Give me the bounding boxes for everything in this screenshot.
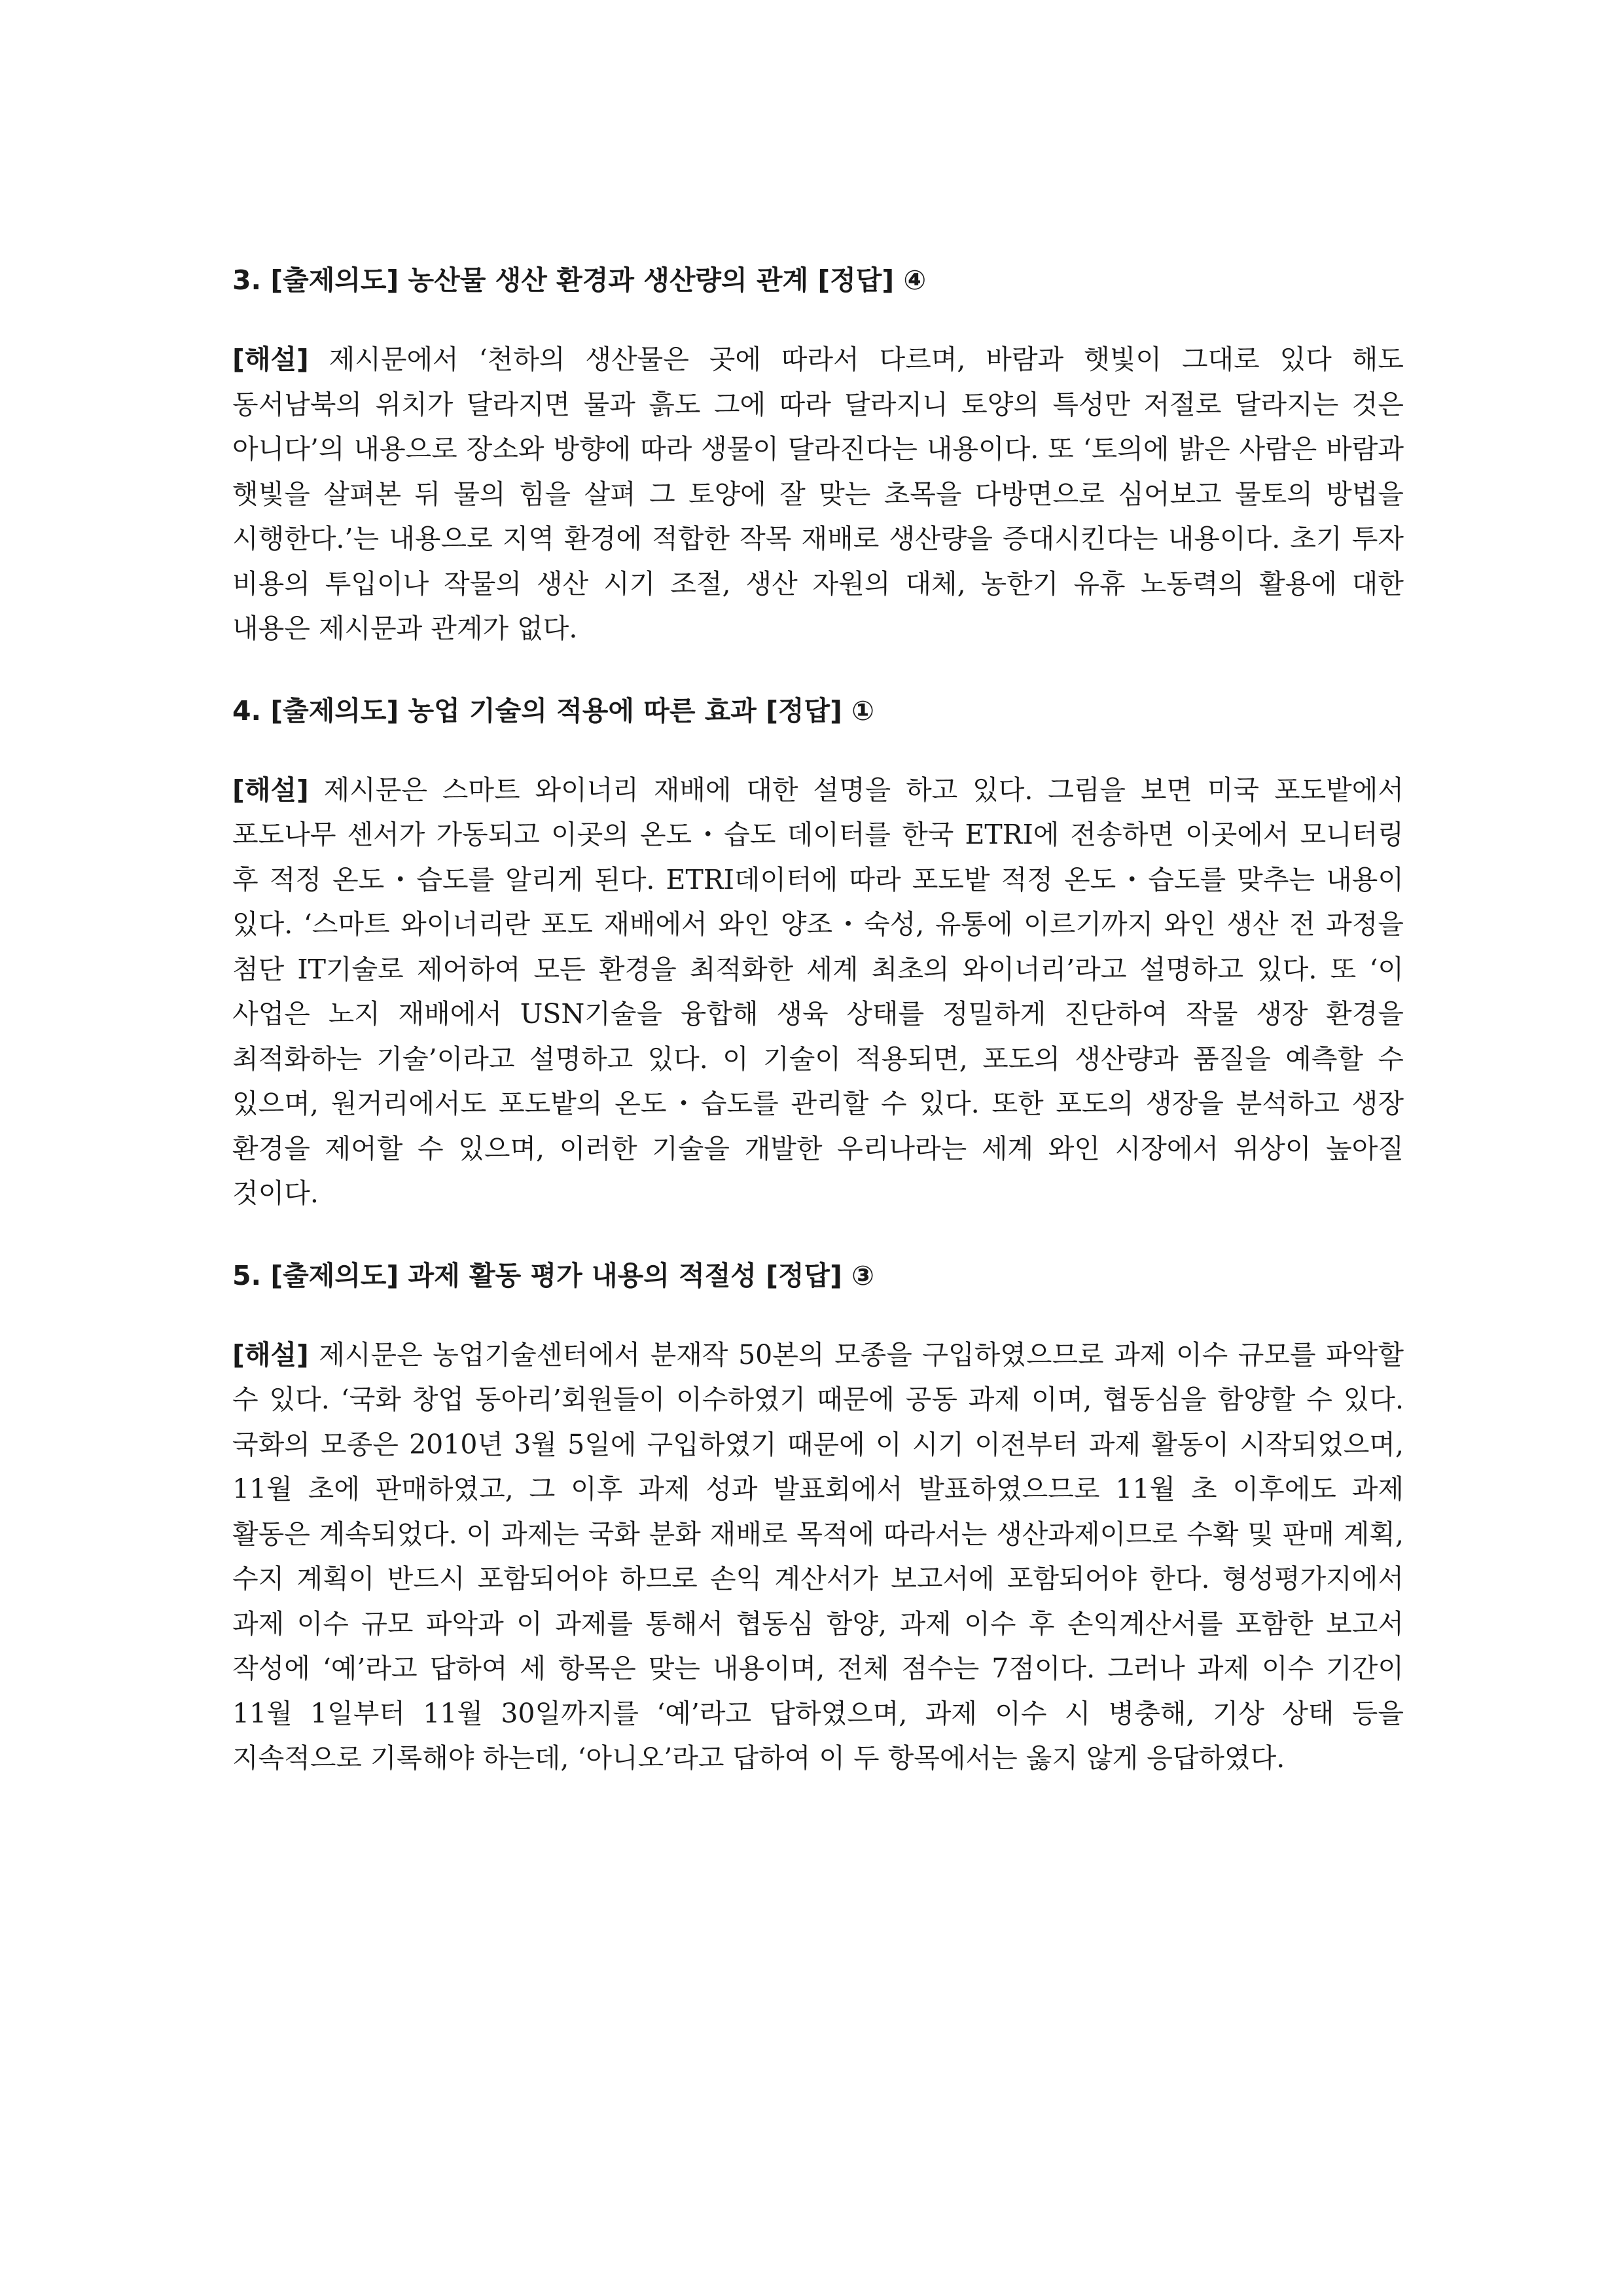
- explanation-label: [해설]: [232, 774, 309, 806]
- explanation-label: [해설]: [232, 1338, 309, 1371]
- question-5-heading: 5. [출제의도] 과제 활동 평가 내용의 적절성 [정답] ③: [232, 1259, 874, 1291]
- question-5-section: [232, 1254, 1404, 1781]
- question-5-explanation-text: 제시문은 농업기술센터에서 분재작 50본의 모종을 구입하였으므로 과제 이수 규모를 파악할 수 있다. ‘국화 창업 동아리’회원들이 이수하였기 때문에 공동 과제 이며, 협동심을 함양할 수 있다. 국화의 모종은 2010년 3월 5일에 구입하였기 때문에 이 시기 이전부터 과제 활동이 시작되었으며, 11월 초에 판매하였고, 그 이후 과제 성과 발표회에서 발표하였으므로 11월 초 이후에도 과제 활동은 계속되었다. 이 과제는 국화 분화 재배로 목적에 따라서는 생산과제이므로 수확 및 판매 계획, 수지 계획이 반드시 포함되어야 하므로 손익 계산서가 보고서에 포함되어야 한다. 형성평가지에서 과제 이수 규모 파악과 이 과제를 통해서 협동심 함양, 과제 이수 후 손익계산서를 포함한 보고서 작성에 ‘예’라고 답하여 세 항목은 맞는 내용이며, 전체 점수는 7점이다. 그러나 과제 이수 기간이 11월 1일부터 11월 30일까지를 ‘예’라고 답하였으며, 과제 이수 시 병충해, 기상 상태 등을 지속적으로 기록해야 하는데, ‘아니오’라고 답하여 이 두 항목에서는 옳지 않게 응답하였다.: [232, 1338, 1404, 1774]
- question-4-heading: 4. [출제의도] 농업 기술의 적용에 따른 효과 [정답] ①: [232, 694, 874, 726]
- question-3-section: [232, 259, 1404, 651]
- question-4-explanation: [232, 768, 1404, 1216]
- question-5-explanation: [232, 1333, 1404, 1781]
- answer-explanation-page: [232, 259, 1404, 1781]
- question-3-explanation: [232, 337, 1404, 651]
- question-4-explanation-text: 제시문은 스마트 와이너리 재배에 대한 설명을 하고 있다. 그림을 보면 미국 포도밭에서 포도나무 센서가 가동되고 이곳의 온도・습도 데이터를 한국 ETRI에 전송하면 이곳에서 모니터링 후 적정 온도・습도를 알리게 된다. ETRI데이터에 따라 포도밭 적정 온도・습도를 맞추는 내용이 있다. ‘스마트 와이너리란 포도 재배에서 와인 양조・숙성, 유통에 이르기까지 와인 생산 전 과정을 첨단 IT기술로 제어하여 모든 환경을 최적화한 세계 최초의 와이너리’라고 설명하고 있다. 또 ‘이 사업은 노지 재배에서 USN기술을 융합해 생육 상태를 정밀하게 진단하여 작물 생장 환경을 최적화하는 기술’이라고 설명하고 있다. 이 기술이 적용되면, 포도의 생산량과 품질을 예측할 수 있으며, 원거리에서도 포도밭의 온도・습도를 관리할 수 있다. 또한 포도의 생장을 분석하고 생장 환경을 제어할 수 있으며, 이러한 기술을 개발한 우리나라는 세계 와인 시장에서 위상이 높아질 것이다.: [232, 774, 1404, 1209]
- question-3-heading: 3. [출제의도] 농산물 생산 환경과 생산량의 관계 [정답] ④: [232, 264, 927, 296]
- explanation-label: [해설]: [232, 344, 309, 375]
- question-4-section: [232, 689, 1404, 1216]
- question-3-explanation-text: 제시문에서 ‘천하의 생산물은 곳에 따라서 다르며, 바람과 햇빛이 그대로 있다 해도 동서남북의 위치가 달라지면 물과 흙도 그에 따라 달라지니 토양의 특성만 저절로 달라지는 것은 아니다’의 내용으로 장소와 방향에 따라 생물이 달라진다는 내용이다. 또 ‘토의에 밝은 사람은 바람과 햇빛을 살펴본 뒤 물의 힘을 살펴 그 토양에 잘 맞는 초목을 다방면으로 심어보고 물토의 방법을 시행한다.’는 내용으로 지역 환경에 적합한 작목 재배로 생산량을 증대시킨다는 내용이다. 초기 투자 비용의 투입이나 작물의 생산 시기 조절, 생산 자원의 대체, 농한기 유휴 노동력의 활용에 대한 내용은 제시문과 관계가 없다.: [232, 344, 1404, 644]
